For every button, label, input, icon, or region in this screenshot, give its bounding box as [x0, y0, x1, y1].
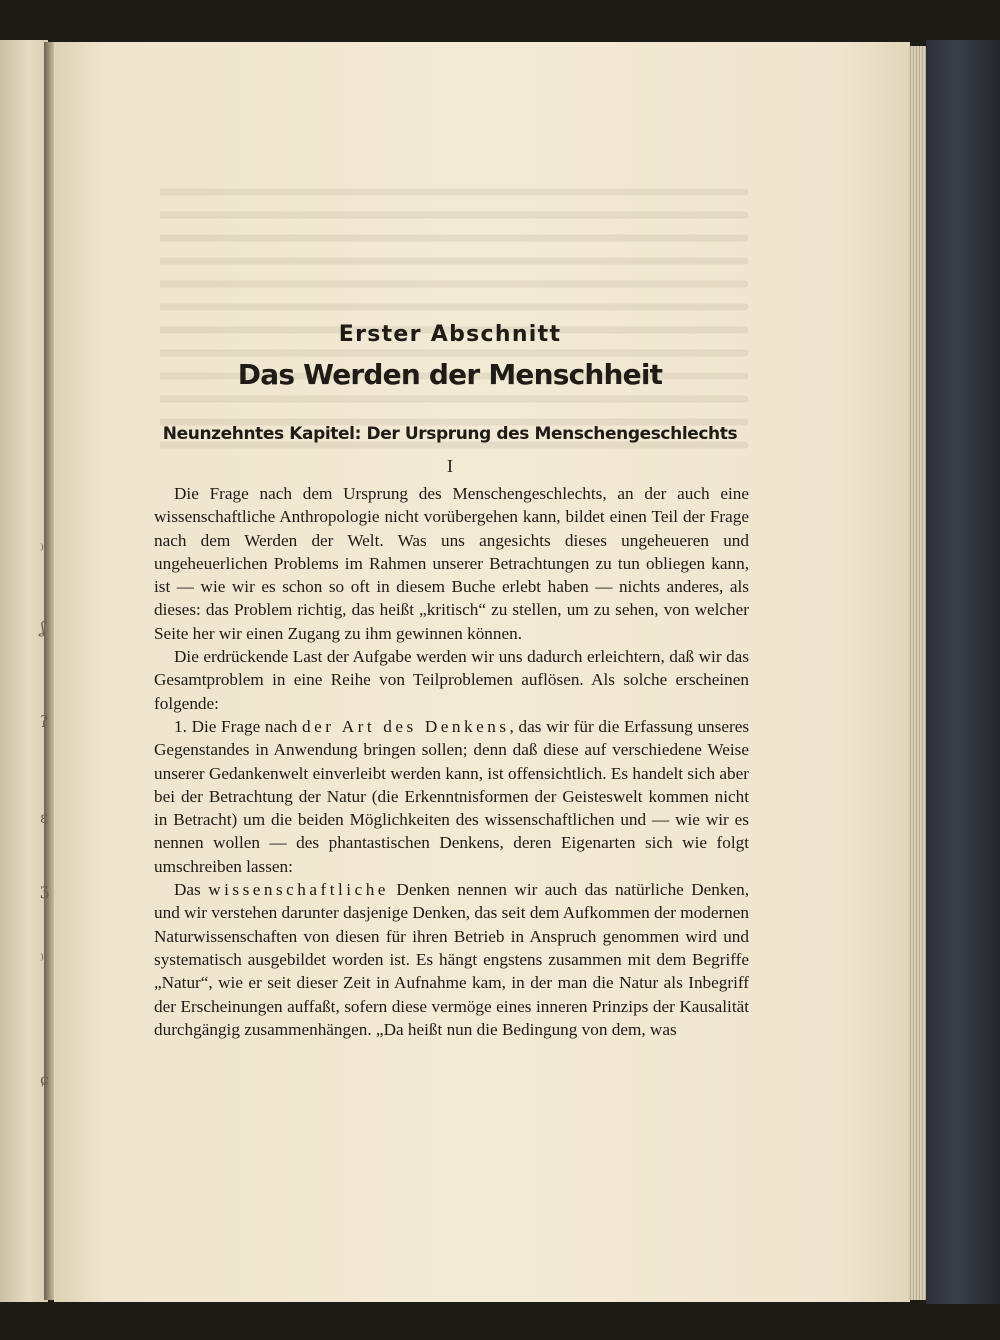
section-label: Erster Abschnitt: [338, 322, 562, 347]
paragraph-4: [154, 878, 749, 1041]
binding-thread-mark: ʔ: [40, 712, 49, 731]
binding-thread-mark: ⁾: [40, 540, 44, 559]
left-page-edge: [0, 40, 48, 1302]
paragraph-2: Die erdrückende Last der Aufgabe werden wir uns dadurch erleichtern, daß wir das Gesamtproblem in eine Reihe von Teilproblemen auflösen. Als solche erscheinen folgende:: [154, 647, 749, 713]
emphasis-art-des-denkens: der Art des Denkens: [302, 716, 510, 736]
chapter-title: Neunzehntes Kapitel: Der Ursprung des Menschengeschlechts: [162, 424, 738, 444]
body-text: [154, 482, 749, 1041]
page-title: Das Werden der Menschheit: [237, 358, 663, 391]
paragraph-4-rest: Denken nennen wir auch das natürliche Denken, und wir verstehen darunter dasjenige Denken, das seit dem Aufkommen der modernen Naturwissenschaften von diesen für ihren Betrieb in Anspruch genommen wird und systematisch ausgebildet worden ist. Es hängt engstens zusammen mit dem Begriffe „Natur“, wie er seit dieser Zeit in Aufnahme kam, in der man die Natur als Inbegriff der Erscheinungen auffaßt, sofern diese vermöge eines inneren Prinzips der Kausalität durchgängig zusammenhängen. „Da heißt nun die Bedingung von dem, was: [154, 880, 749, 1039]
paragraph-3-lead: 1. Die Frage nach: [174, 716, 298, 736]
book-cover: [926, 40, 1000, 1304]
binding-thread-mark: ʆ: [40, 618, 46, 637]
page-block-edges: [908, 46, 928, 1300]
binding-thread-mark: ɛ: [40, 808, 49, 827]
paragraph-3-rest: , das wir für die Erfassung unseres Gegenstandes in Anwendung bringen sollen; denn daß diese auf verschiedene Weise unserer Gedankenwelt einverleibt werden kann, ist offensichtlich. Es handelt sich aber bei der Betrachtung der Natur (die Erkenntnisformen der Geisteswelt kommen nicht in Betracht) um die beiden Möglichkeiten des wissenschaftlichen und — wie wir es nennen wollen — des phantastischen Denkens, deren Eigenarten sich wie folgt umschreiben lassen:: [154, 716, 750, 876]
part-number: I: [447, 456, 453, 476]
paragraph-4-lead: Das: [174, 880, 201, 900]
binding-thread-mark: ɕ: [40, 1070, 49, 1089]
binding-thread-mark: ⁾: [40, 950, 44, 969]
paragraph-3: [154, 715, 749, 878]
binding-thread-mark: ʒ: [40, 880, 50, 899]
paragraph-1: Die Frage nach dem Ursprung des Menschengeschlechts, an der auch eine wissenschaftliche Anthropologie nicht vorübergehen kann, bildet einen Teil der Frage nach dem Werden der Welt. Was uns angesichts dieses ungeheueren und ungeheuerlichen Problems im Rahmen unserer Betrachtungen zu tun obliegen kann, ist — wie wir es schon so oft in diesem Buche erlebt haben — nichts anderes, als dieses: das Problem richtig, das heißt „kritisch“ zu stellen, um zu sehen, von welcher Seite her wir einen Zugang zu ihm gewinnen können.: [154, 484, 749, 643]
emphasis-wissenschaftliche: wissenschaftliche: [208, 880, 389, 900]
